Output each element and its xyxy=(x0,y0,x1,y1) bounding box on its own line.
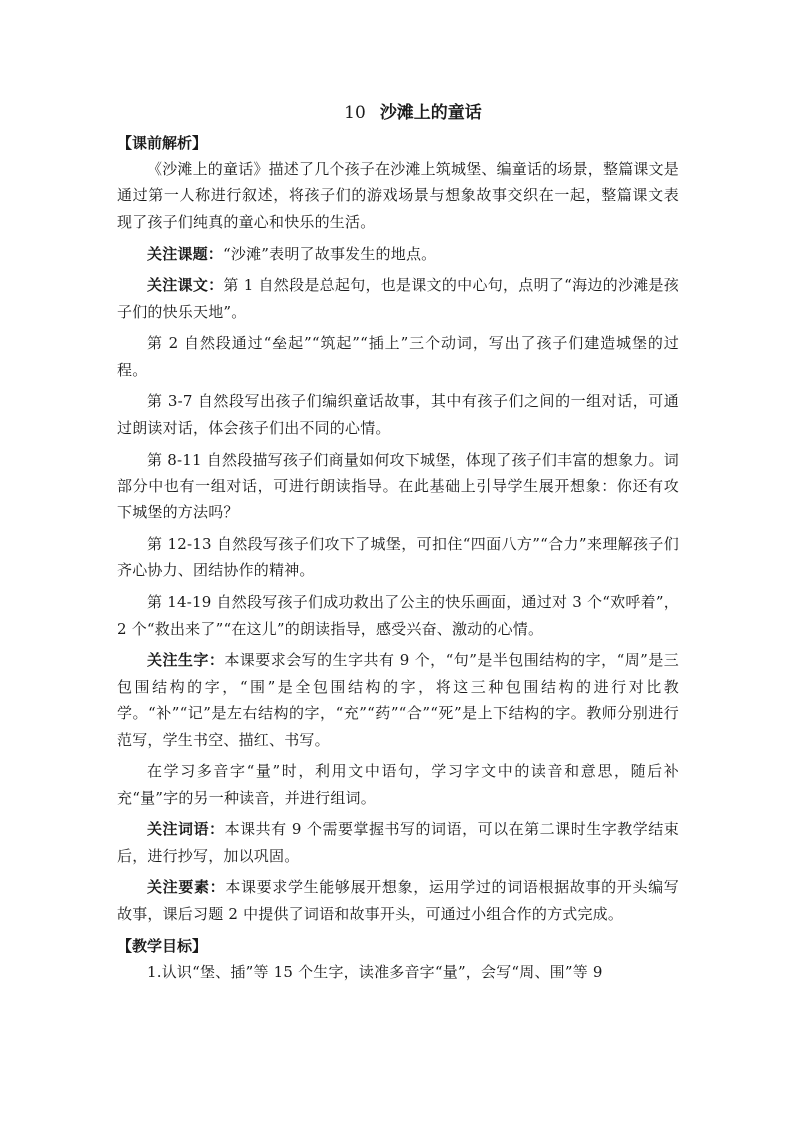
paragraph-2-analysis: 第 2 自然段通过“垒起”“筑起”“插上”三个动词，写出了孩子们建造城堡的过程。 xyxy=(117,334,679,379)
words-paragraph xyxy=(117,816,679,869)
lesson-number: 10 xyxy=(344,103,366,123)
elements-text: 本课要求学生能够展开想象，运用学过的词语根据故事的开头编写故事，课后习题 2 中提供了词语和故事开头，可通过小组合作的方式完成。 xyxy=(117,878,679,923)
text-label: 关注课文： xyxy=(147,276,224,295)
chars-paragraph xyxy=(117,647,679,753)
topic-text: “沙滩”表明了故事发生的地点。 xyxy=(223,244,437,263)
goal-1: 1.认识“堡、插”等 15 个生字，读准多音字“量”，会写“周、围”等 9 xyxy=(147,962,603,981)
intro-paragraph: 《沙滩上的童话》描述了几个孩子在沙滩上筑城堡、编童话的场景，整篇课文是通过第一人称进行叙述，将孩子们的游戏场景与想象故事交织在一起，整篇课文表现了孩子们纯真的童心和快乐的生活。 xyxy=(117,160,680,231)
text-text: 第 1 自然段是总起句，也是课文的中心句，点明了“海边的沙滩是孩子们的快乐天地”。 xyxy=(117,276,679,321)
chars-label: 关注生字： xyxy=(147,651,225,670)
paragraph-8-11-analysis: 第 8-11 自然段描写孩子们商量如何攻下城堡，体现了孩子们丰富的想象力。词部分中也有一组对话，可进行朗读指导。在此基础上引导学生展开想象：你还有攻下城堡的方法吗？ xyxy=(117,450,679,522)
polyphone-paragraph: 在学习多音字“量”时，利用文中语句，学习字文中的读音和意思，随后补充“量”字的另一种读音，并进行组词。 xyxy=(117,762,679,807)
topic-label: 关注课题： xyxy=(147,244,224,263)
topic-paragraph xyxy=(117,241,679,267)
chars-text: 本课要求会写的生字共有 9 个，“句”是半包围结构的字，“周”是三包围结构的字，“围”是全包围结构的字，将这三种包围结构的进行对比教学。“补”“记”是左右结构的字，“充”“药”“合”“死”是上下结构的字。教师分别进行范写，学生书空、描红、书写。 xyxy=(117,651,679,749)
elements-label: 关注要素： xyxy=(147,878,226,897)
paragraph-12-13-analysis: 第 12-13 自然段写孩子们攻下了城堡，可扣住“四面八方”“合力”来理解孩子们齐心协力、团结协作的精神。 xyxy=(117,535,679,580)
lesson-title xyxy=(117,100,679,126)
paragraph-3-7-analysis: 第 3-7 自然段写出孩子们编织童话故事，其中有孩子们之间的一组对话，可通过朗读对话，体会孩子们出不同的心情。 xyxy=(117,392,679,437)
section-heading-teaching-goals: 【教学目标】 xyxy=(117,936,208,955)
document-page xyxy=(117,100,679,990)
words-label: 关注词语： xyxy=(147,820,225,839)
paragraph-14-19-analysis: 第 14-19 自然段写孩子们成功救出了公主的快乐画面，通过对 3 个“欢呼着”，2 个“救出来了”“在这儿”的朗读指导，感受兴奋、激动的心情。 xyxy=(117,593,679,638)
text-paragraph xyxy=(117,272,679,325)
elements-paragraph xyxy=(117,874,679,927)
lesson-title-text: 沙滩上的童话 xyxy=(379,103,482,123)
words-text: 本课共有 9 个需要掌握书写的词语，可以在第二课时生字教学结束后，进行抄写，加以巩固。 xyxy=(117,820,679,865)
section-heading-pre-analysis: 【课前解析】 xyxy=(117,134,208,152)
